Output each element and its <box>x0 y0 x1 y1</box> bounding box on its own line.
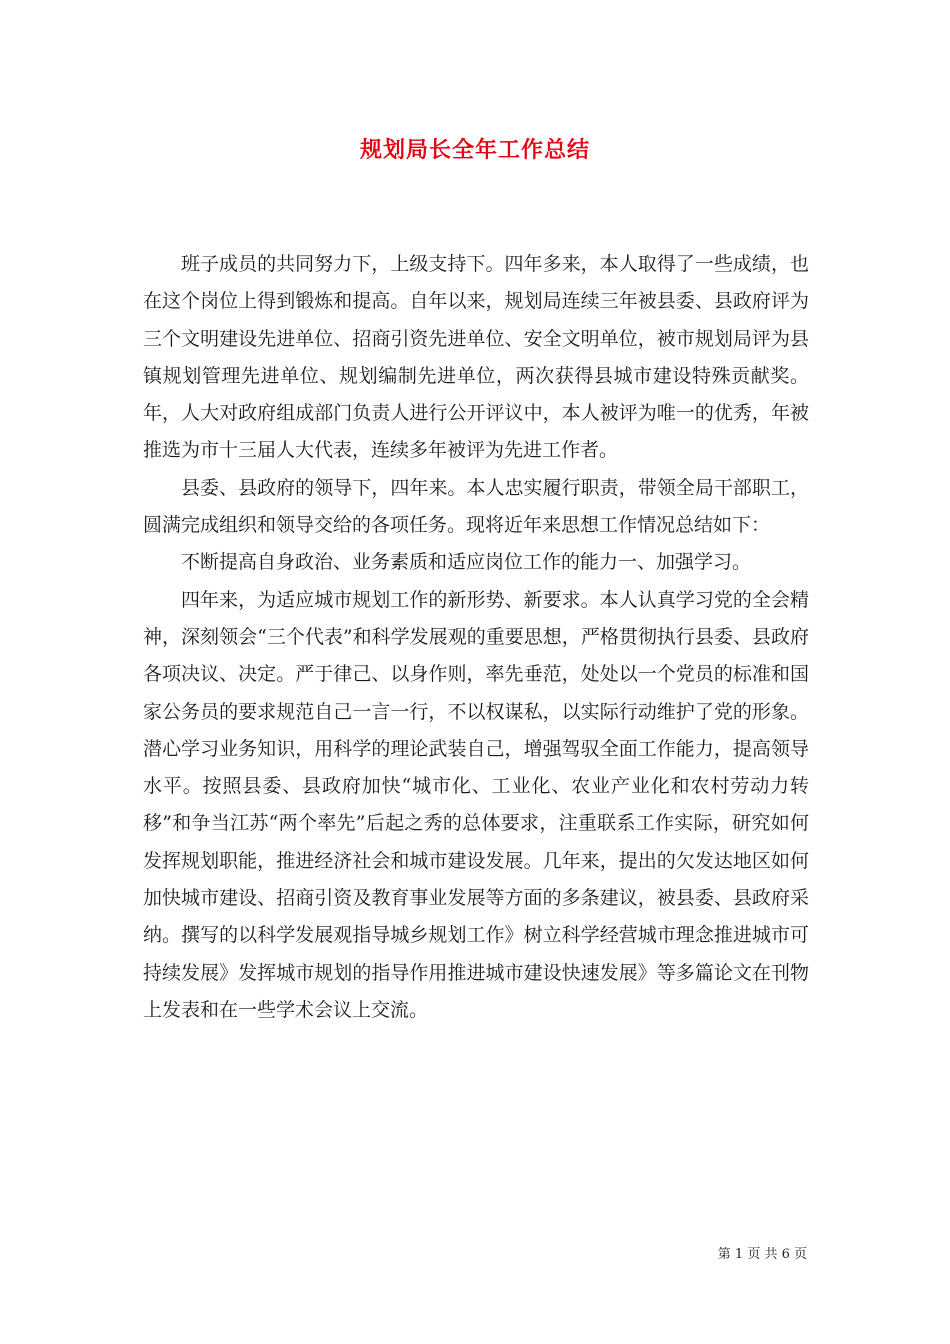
paragraph: 不断提高自身政治、业务素质和适应岗位工作的能力一、加强学习。 <box>181 551 752 574</box>
page-number: 第 1 页 共 6 页 <box>717 1247 807 1262</box>
paragraph: 四年来，为适应城市规划工作的新形势、新要求。本人认真学习党的全会精神，深刻领会“三个代表”和科学发展观的重要思想，严格贯彻执行县委、县政府各项决议、决定。严于律己、以身作则，率先垂范，处处以一个党员的标准和国家公务员的要求规范自己一言一行，不以权谋私，以实际行动维护了党的形象。潜心学习业务知识，用科学的理论武装自己，增强驾驭全面工作能力，提高领导水平。按照县委、县政府加快“城市化、工业化、农业产业化和农村劳动力转移”和争当江苏“两个率先”后起之秀的总体要求，注重联系工作实际，研究如何发挥规划职能，推进经济社会和城市建设发展。几年来，提出的欠发达地区如何加快城市建设、招商引资及教育事业发展等方面的多条建议，被县委、县政府采纳。撰写的以科学发展观指导城乡规划工作》树立科学经营城市理念推进城市可持续发展》发挥城市规划的指导作用推进城市建设快速发展》等多篇论文在刊物上发表和在一些学术会议上交流。 <box>143 588 809 1021</box>
document-body <box>143 246 809 1029</box>
paragraph: 班子成员的共同努力下，上级支持下。四年多来，本人取得了一些成绩，也在这个岗位上得到锻炼和提高。自年以来，规划局连续三年被县委、县政府评为三个文明建设先进单位、招商引资先进单位、安全文明单位，被市规划局评为县镇规划管理先进单位、规划编制先进单位，两次获得县城市建设特殊贡献奖。年，人大对政府组成部门负责人进行公开评议中，本人被评为唯一的优秀，年被推选为市十三届人大代表，连续多年被评为先进工作者。 <box>143 253 809 462</box>
document-title: 规划局长全年工作总结 <box>359 137 590 163</box>
paragraph: 县委、县政府的领导下，四年来。本人忠实履行职责，带领全局干部职工，圆满完成组织和领导交给的各项任务。现将近年来思想工作情况总结如下： <box>143 476 809 537</box>
